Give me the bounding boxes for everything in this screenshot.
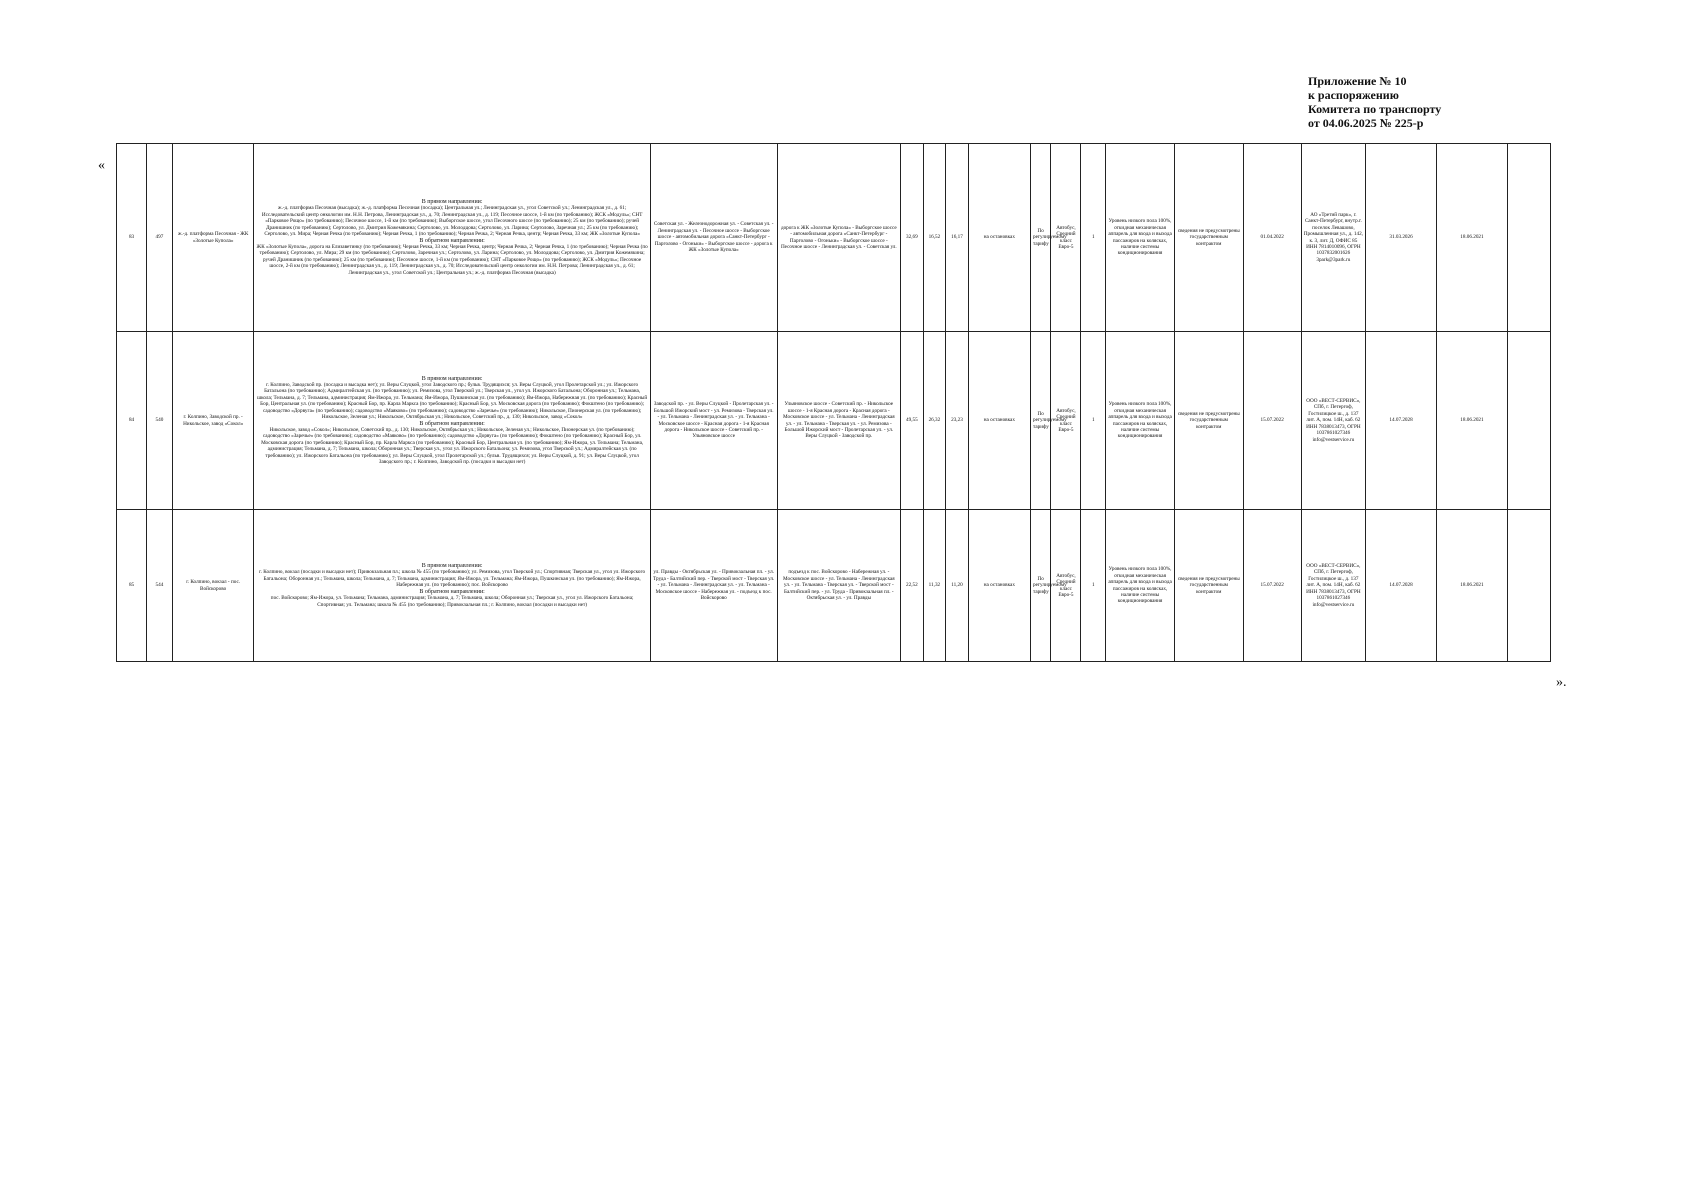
route-name: г. Колпино, вокзал - пос. Войскорово — [172, 510, 254, 662]
forward-title: В прямом направлении: — [421, 563, 483, 570]
registration-date: 18.06.2021 — [1436, 510, 1507, 662]
row-number: 83 — [117, 144, 147, 332]
length-forward: 26,32 — [923, 332, 946, 510]
vehicle-quantity: 1 — [1081, 510, 1106, 662]
routes-table — [116, 143, 1551, 662]
length-forward: 11,32 — [923, 510, 946, 662]
route-number: 544 — [147, 510, 173, 662]
backward-title: В обратном направлении: — [419, 237, 485, 244]
start-date: 15.07.2022 — [1243, 332, 1301, 510]
streets-forward: ул. Правды - Октябрьская ул. - Привокзальная пл. - ул. Труда - Балтийский пер. - Тверской мост - Тверская ул. - ул. Тельмана - Ленинградская ул. - ул. Тельмана - Московское шоссе - Набережная ул. - подъезд к пос. Войскорово — [650, 510, 777, 662]
streets-backward: дорога к ЖК «Золотые Купола» - Выборгское шоссе - автомобильная дорога «Санкт-Петербург - Парголово - Огоньки» - Выборгское шоссе - Песочное шоссе - Ленинградская ул. - Советская ул. — [777, 144, 901, 332]
carrier-info: ООО «ВЕСТ-СЕРВИС», СПб, г. Петергоф, Гостилицкое ш., д. 137 лит. А, пом. 14Н, каб. 62 ИНН 7838013473, ОГРН 1037861027346 info@vestservice.ru — [1301, 510, 1365, 662]
forward-stops: ж.-д. платформа Песочная (высадка); ж.-д. платформа Песочная (посадка); Центральная ул.; Ленинградская ул., угол Советской ул.; Ленинградская ул., д. 61; Исследовательский центр онкологии им. Н.Н. Петрова, Ленинградская ул., д. 70; Ленинградская ул., д. 119; Песочное шоссе, 1-й км (по требованию); ЖСК «Модуль»; СНТ «Парковое Рощо» (по требованию); Песочное шоссе, 1-й км (по требованию); Выборгское шоссе, угол Песочного шоссе (по требованию); 25 км (по требованию); ручей Дранишник (по требованию); Сертолово, ул. Дмитрия Кожемякина; Сертолово, ул. Молодцова; Сертолово, ул. Ларина; Сертолово, Заречная ул.; 25 км (по требованию); Сертолово, ул. Мира; Черная Речка (по требованию); Черная Речка, 1 (по требованию); Черная Речка, 2; Черная Речка, центр; Черная Речка, 33 км; ЖК «Золотые Купола» — [261, 205, 643, 238]
stop-mode: на остановках — [968, 510, 1030, 662]
carrier-info: ООО «ВЕСТ-СЕРВИС», СПб, г. Петергоф, Гостилицкое ш., д. 137 лит. А, пом. 14Н, каб. 62 ИНН 7838013473, ОГРН 1037861027346 info@vestservice.ru — [1301, 332, 1365, 510]
end-date: 14.07.2028 — [1366, 510, 1437, 662]
streets-forward: Заводской пр. - ул. Веры Слуцкой - Пролетарская ул. - Большой Ижорский мост - ул. Ремизова - Тверская ул. - ул. Тельмана - Ленинградская ул. - ул. Тельмана - Московское шоссе - Красная дорога - 1-я Красная дорога - Никольское шоссе - Советский пр. - Ульяновское шоссе — [650, 332, 777, 510]
tariff-type: По регулируемому тарифу — [1031, 332, 1051, 510]
vehicle-class: Автобус, Средний класс Евро-5 — [1051, 332, 1081, 510]
backward-stops: Никольское, завод «Сокол»; Никольское, Советский пр., д. 130; Никольское, Октябрьская ул.; Никольское, Зеленая ул.; Никольское, Пионерская ул. (по требованию); садоводство «Заречье» (по требованию); садоводство «Маяково» (по требованию); садоводство «Дорвуга» (по требованию); Фокштено (по требованию); Красный Бор, ул. Московская дорога (по требованию); Красный Бор, пр. Карла Маркса (по требованию); Красный Бор, Центральная ул. (по требованию); Ям-Ижора, ул. Тельмана; Тельмана, администрация; Тельмана, д. 7; Тельмана, школа; Оборонная ул.; Тверская ул., угол ул. Ижорского Батальона; ул. Ремизова, угол Тверской ул.; Адмиралтейская ул. (по требованию); ул. Ижорского Батальона (по требованию); ул. Веры Слуцкой, угол Пролетарской ул.; бульв. Трудящихся; ул. Веры Слуцкой, д. 91; ул. Веры Слуцкой, угол Заводского пр.; г. Колпино, Заводской пр. (посадки и высадки нет) — [261, 426, 644, 465]
open-quote: « — [98, 158, 105, 173]
end-date: 31.03.2026 — [1366, 144, 1437, 332]
row-number: 85 — [117, 510, 147, 662]
table-row — [117, 332, 1551, 510]
length-total: 32,69 — [901, 144, 924, 332]
route-stops — [254, 144, 650, 332]
start-date: 15.07.2022 — [1243, 510, 1301, 662]
backward-title: В обратном направлении: — [419, 588, 485, 595]
carrier-info: АО «Третий парк», г. Санкт-Петербург, внутр.г. поселок Левашово, Промышленная ул., д. 142, к. 3, лит. Д, ОФИС 85 ИНН 7814010096, ОГРН 1037832001626 3park@3park.ru — [1301, 144, 1365, 332]
committee-name: Комитета по транспорту — [1308, 102, 1442, 116]
backward-title: В обратном направлении: — [419, 420, 485, 427]
tariff-type: По регулируемому тарифу — [1031, 144, 1051, 332]
registration-date: 18.06.2021 — [1436, 332, 1507, 510]
vehicle-features: Уровень низкого пола 100%, откидная механическая аппарель для входа и выхода пассажиров на колясках, наличие системы кондиционирования — [1106, 332, 1175, 510]
route-stops — [254, 332, 650, 510]
streets-forward: Советская ул. - Железнодорожная ул. - Советская ул. - Ленинградская ул. - Песочное шоссе - Выборгское шоссе - автомобильная дорога «Санкт-Петербург - Парголово - Огоньки» - Выборгское шоссе - дорога к ЖК «Золотые Купола» — [650, 144, 777, 332]
length-forward: 16,52 — [923, 144, 946, 332]
length-backward: 16,17 — [946, 144, 969, 332]
contract-info: сведения не предусмотрены государственным контрактом — [1174, 510, 1243, 662]
vehicle-class: Автобус, Средний класс Евро-5 — [1051, 510, 1081, 662]
streets-backward: подъезд к пос. Войскорово - Набережная ул. - Московское шоссе - ул. Тельмана - Ленинградская ул. - ул. Тельмана - Тверская ул. - Тверской мост - Балтийский пер. - ул. Труда - Привокзальная пл. - Октябрьская ул. - ул. Правды — [777, 510, 901, 662]
stop-mode: на остановках — [968, 144, 1030, 332]
backward-stops: ЖК «Золотые Купола», дорога на Елизаветинку (по требованию); Черная Речка, 33 км; Черная Речка, центр; Черная Речка, 2; Черная Речка, 1 (по требованию); Черная Речка (по требованию); Сертолово, ул. Мира; 29 км (по требованию); Сертолово, Заречная ул.; Сертолово, ул. Ларина; Сертолово, ул. Молодцова; Сертолово, ул. Дмитрия Кожемякина; ручей Дранишник (по требованию); 25 км (по требованию); Песочное шоссе, 1-й км (по требованию); СНТ «Парковое Рощо» (по требованию); ЖСК «Модуль»; Песочное шоссе, 2-й км (по требованию); Ленинградская ул., д. 119; Ленинградская ул., д. 70; Исследовательский центр онкологии им. Н.Н. Петрова; Ленинградская ул., д. 61; Ленинградская ул., угол Советской ул.; Центральная ул.; ж.-д. платформа Песочная (высадка) — [256, 243, 648, 276]
empty-cell — [1507, 510, 1550, 662]
forward-stops: г. Колпино, вокзал (посадки и высадки нет); Привокзальная пл.; школа № 455 (по требованию); ул. Ремизова, угол Тверской ул.; Спортивная; Тверская ул., угол ул. Ижорского Батальона; Оборонная ул.; Тельмана, школа; Тельмана, д. 7; Тельмана, администрация; Ям-Ижора, ул. Тельмана; Ям-Ижора, Пушкинская ул. (по требованию); Ям-Ижора, Набережная ул. (по требованию); пос. Войскорово — [259, 569, 646, 589]
route-name: ж.-д. платформа Песочная - ЖК «Золотые Купола» — [172, 144, 254, 332]
table-row — [117, 510, 1551, 662]
vehicle-features: Уровень низкого пола 100%, откидная механическая аппарель для входа и выхода пассажиров на колясках, наличие системы кондиционирования — [1106, 144, 1175, 332]
decree-date-number: от 04.06.2025 № 225-р — [1308, 116, 1424, 130]
document-header — [1308, 74, 1508, 130]
tariff-type: По регулируемому тарифу — [1031, 510, 1051, 662]
stop-mode: на остановках — [968, 332, 1030, 510]
length-total: 22,52 — [901, 510, 924, 662]
table-row — [117, 144, 1551, 332]
length-total: 49,55 — [901, 332, 924, 510]
length-backward: 11,20 — [946, 510, 969, 662]
backward-stops: пос. Войскорово; Ям-Ижора, ул. Тельмана; Тельмана, администрация; Тельмана, д. 7; Тельмана, школа; Оборонная ул.; Тверская ул., угол ул. Ижорского Батальона; Спортивная; ул. Тельмана; школа № 455 (по требованию); Привокзальная пл.; г. Колпино, вокзал (посадки и высадки нет) — [270, 595, 634, 608]
forward-title: В прямом направлении: — [421, 199, 483, 206]
appendix-subtitle: к распоряжению — [1308, 88, 1399, 102]
forward-title: В прямом направлении: — [421, 375, 483, 382]
registration-date: 18.06.2021 — [1436, 144, 1507, 332]
route-number: 540 — [147, 332, 173, 510]
appendix-title: Приложение № 10 — [1308, 74, 1407, 88]
contract-info: сведения не предусмотрены государственным контрактом — [1174, 144, 1243, 332]
end-date: 14.07.2028 — [1366, 332, 1437, 510]
vehicle-quantity: 1 — [1081, 332, 1106, 510]
forward-stops: г. Колпино, Заводской пр. (посадка и высадка нет); ул. Веры Слуцкой, угол Заводского пр.; бульв. Трудящихся; ул. Веры Слуцкой, угол Пролетарской ул.; ул. Ижорского Батальона (по требованию); Адмиралтейская ул. (по требованию); ул. Ремизова, угол Тверской ул.; Тверская ул., угол ул. Ижорского Батальона; Оборонная ул.; Тельмана, школа; Тельмана, д. 7; Тельмана, администрация; Ям-Ижора, ул. Тельмана; Ям-Ижора, Пушкинская ул. (по требованию); Ям-Ижора, Набережная ул. (по требованию); Красный Бор, Центральная ул. (по требованию); Красный Бор, пр. Карла Маркса (по требованию); Красный Бор, ул. Московская дорога (по требованию); Фокштено (по требованию); садоводство «Дорвуга» (по требованию); садоводство «Маяково» (по требованию); садоводство «Заречье» (по требованию); Никольское, Пионерская ул. (по требованию); Никольское, Зеленая ул.; Никольское, Октябрьская ул.; Никольское, Советский пр., д. 130; Никольское, завод «Сокол» — [257, 382, 648, 421]
streets-backward: Ульяновское шоссе - Советский пр. - Никольское шоссе - 1-я Красная дорога - Красная дорога - Московское шоссе - ул. Тельмана - Ленинградская ул. - ул. Тельмана - Тверская ул. - ул. Ремизова - Большой Ижорский мост - Пролетарская ул. - ул. Веры Слуцкой - Заводской пр. — [777, 332, 901, 510]
start-date: 01.04.2022 — [1243, 144, 1301, 332]
route-name: г. Колпино, Заводской пр. - Никольское, завод «Сокол» — [172, 332, 254, 510]
vehicle-quantity: 1 — [1081, 144, 1106, 332]
empty-cell — [1507, 144, 1550, 332]
close-quote: ». — [1556, 675, 1567, 690]
route-number: 497 — [147, 144, 173, 332]
vehicle-class: Автобус, Средний класс Евро-5 — [1051, 144, 1081, 332]
row-number: 84 — [117, 332, 147, 510]
vehicle-features: Уровень низкого пола 100%, откидная механическая аппарель для входа и выхода пассажиров на колясках, наличие системы кондиционирования — [1106, 510, 1175, 662]
route-stops — [254, 510, 650, 662]
empty-cell — [1507, 332, 1550, 510]
length-backward: 23,23 — [946, 332, 969, 510]
contract-info: сведения не предусмотрены государственным контрактом — [1174, 332, 1243, 510]
